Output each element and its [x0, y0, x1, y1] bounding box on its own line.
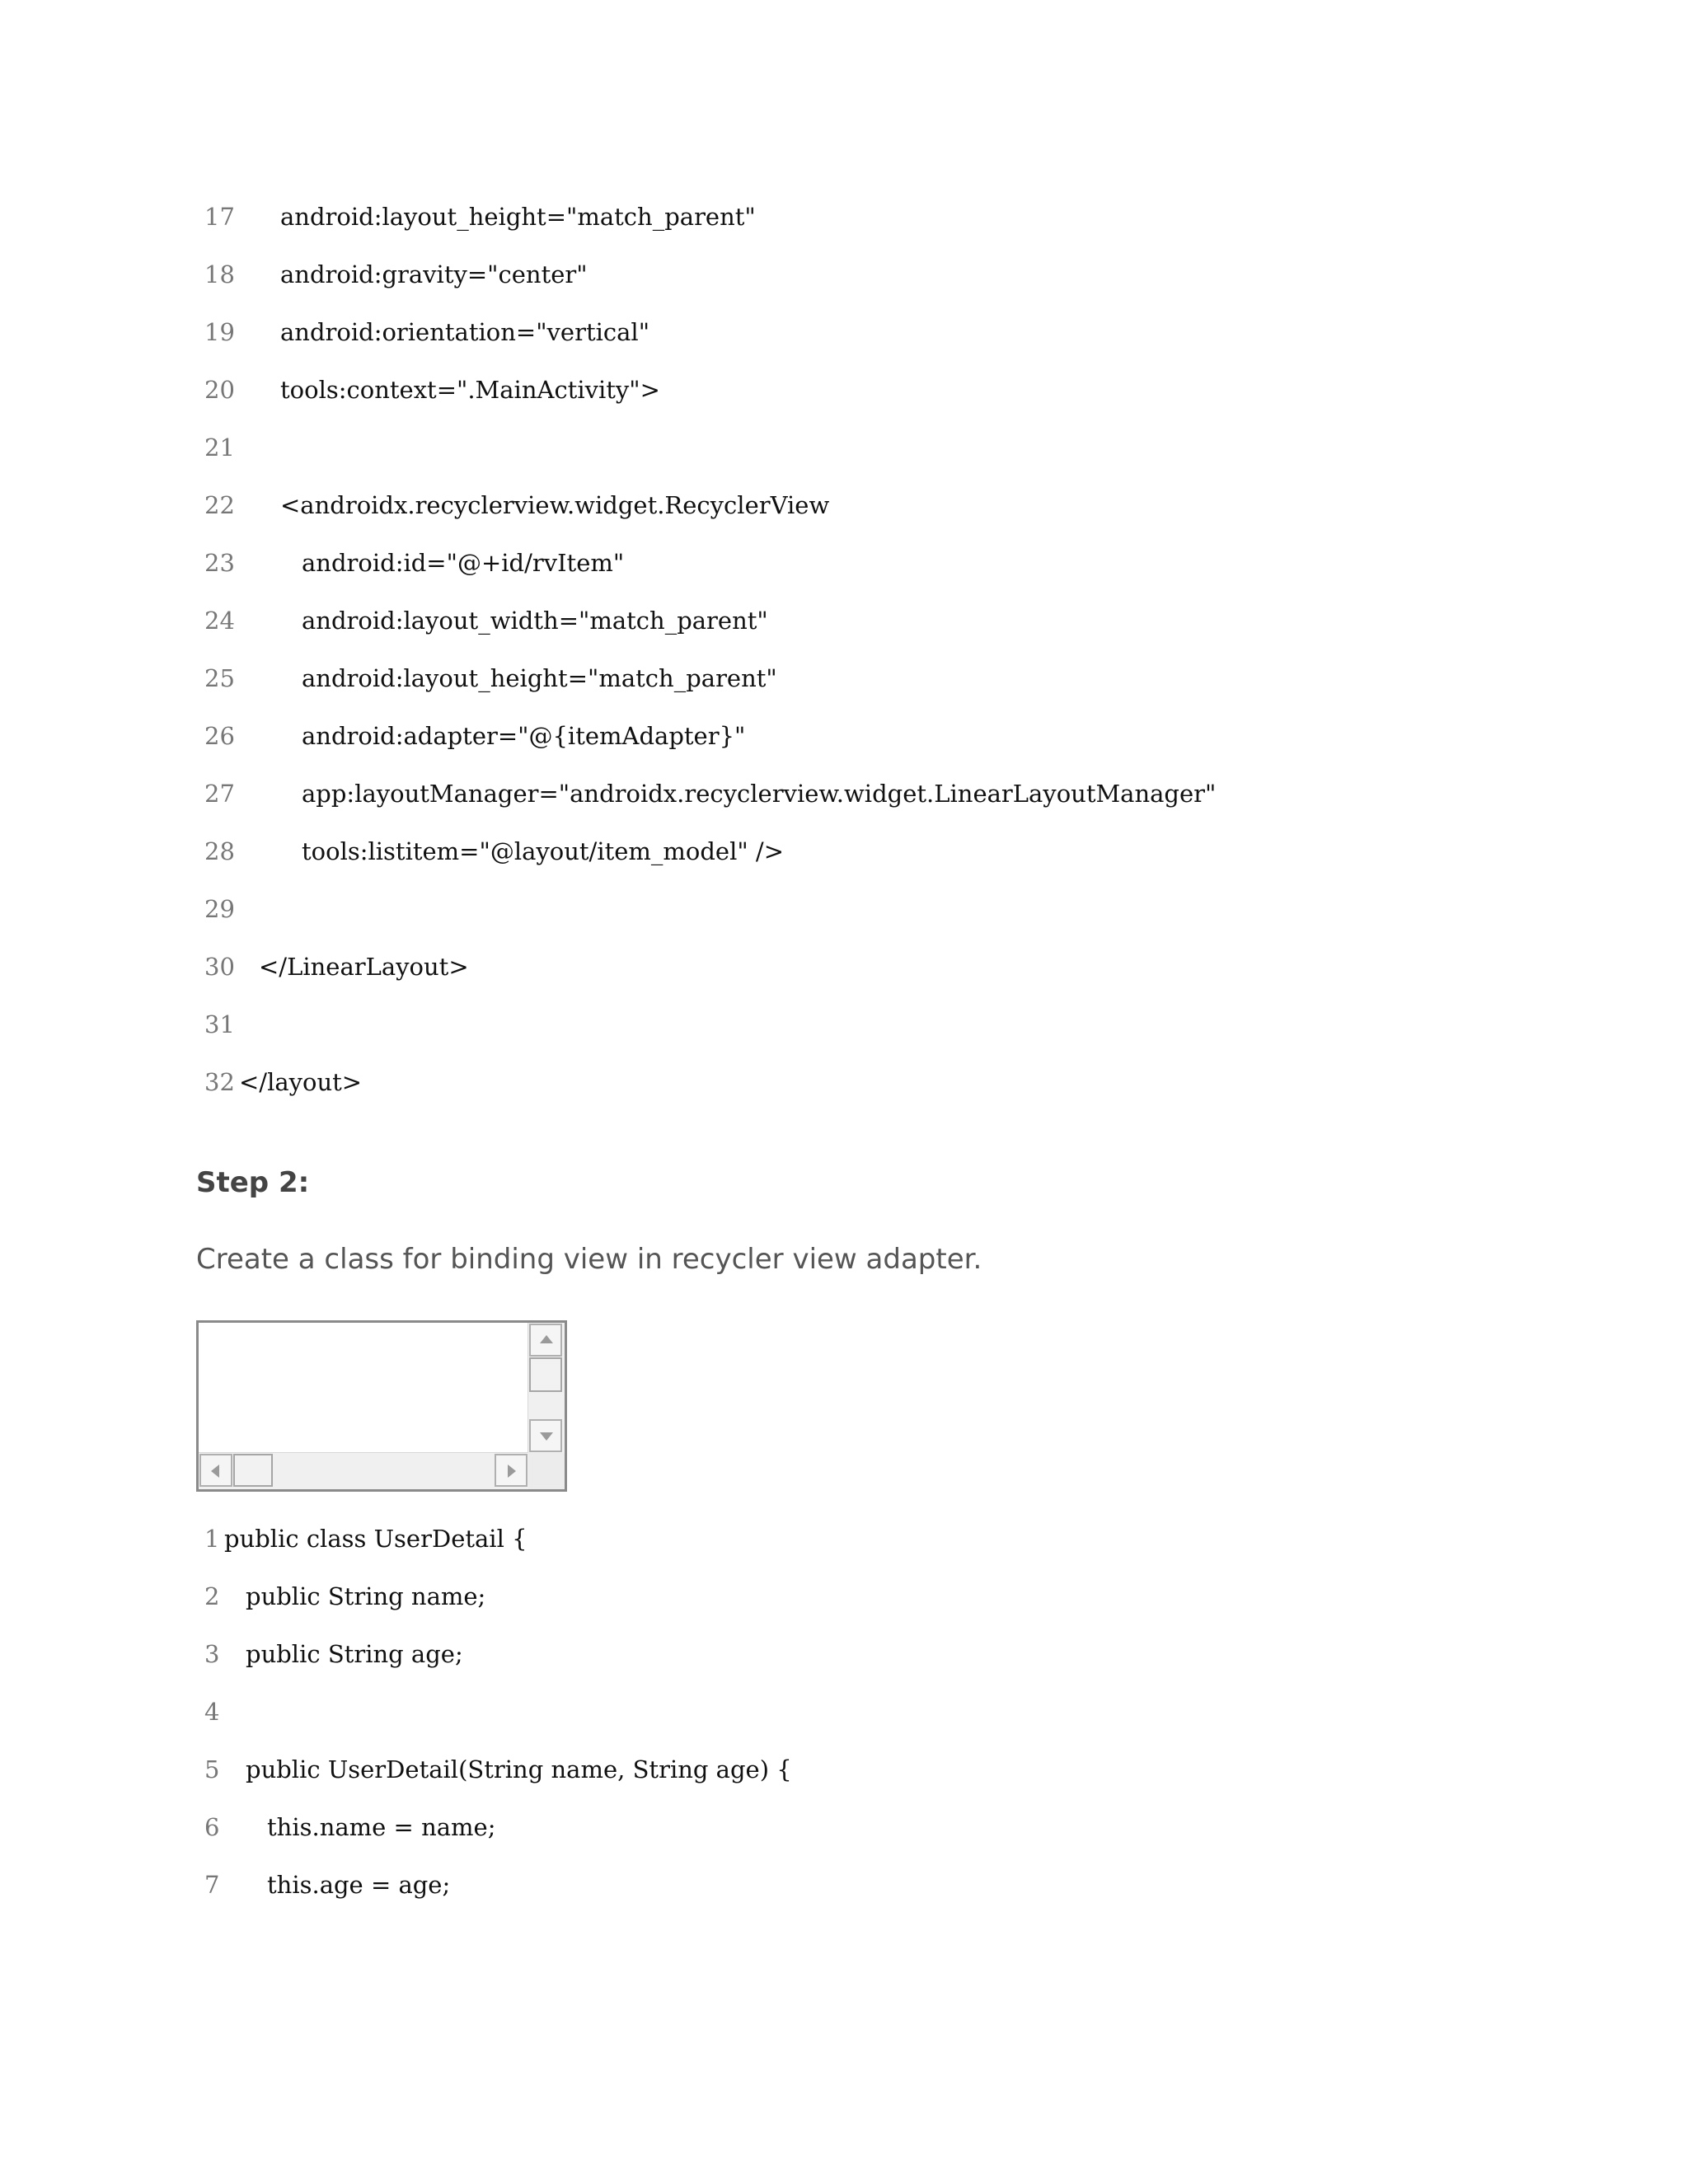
code-text: android:orientation="vertical" [280, 318, 650, 346]
code-line: 24 android:layout_width="match_parent" [196, 592, 241, 649]
code-block-java [196, 1510, 792, 1914]
code-text: android:id="@+id/rvItem" [302, 549, 625, 577]
code-text: android:gravity="center" [280, 260, 588, 288]
scroll-up-button[interactable] [529, 1324, 562, 1357]
code-text: </layout> [239, 1068, 363, 1096]
textarea-content-area[interactable] [199, 1323, 528, 1453]
code-line: 19 android:orientation="vertical" [196, 303, 241, 361]
scroll-right-button[interactable] [495, 1454, 528, 1487]
code-text: <androidx.recyclerview.widget.RecyclerView [280, 491, 830, 519]
code-text: android:adapter="@{itemAdapter}" [302, 722, 746, 750]
arrow-left-icon [211, 1465, 219, 1478]
arrow-up-icon [540, 1335, 553, 1343]
code-line: 29 [204, 895, 235, 923]
code-text: android:layout_width="match_parent" [302, 607, 768, 635]
code-line: 25 android:layout_height="match_parent" [196, 649, 241, 707]
code-line: 1 public class UserDetail { [196, 1510, 241, 1568]
code-text: tools:listitem="@layout/item_model" /> [302, 837, 784, 865]
code-text: this.age = age; [267, 1871, 451, 1899]
code-line: 26 android:adapter="@{itemAdapter}" [196, 707, 241, 765]
code-line: 31 [204, 1010, 235, 1038]
code-line: 18 android:gravity="center" [196, 246, 241, 303]
code-text: public class UserDetail { [224, 1525, 528, 1553]
code-text: app:layoutManager="androidx.recyclerview.widget.LinearLayoutManager" [302, 780, 1217, 808]
code-line: 28 tools:listitem="@layout/item_model" /> [196, 823, 241, 880]
code-line: 6 this.name = name; [196, 1798, 241, 1856]
vertical-scrollbar[interactable] [528, 1323, 565, 1453]
embedded-code-textarea[interactable] [196, 1320, 567, 1492]
code-line: 5 public UserDetail(String name, String age) { [196, 1741, 241, 1798]
code-text: </LinearLayout> [259, 953, 469, 981]
code-text: public String name; [246, 1582, 486, 1610]
code-block-xml [196, 188, 1217, 1111]
horizontal-scroll-thumb[interactable] [233, 1454, 273, 1487]
scroll-down-button[interactable] [529, 1419, 562, 1452]
code-text: android:layout_height="match_parent" [302, 664, 777, 692]
code-line: 20 tools:context=".MainActivity"> [196, 361, 241, 419]
code-text: public UserDetail(String name, String age) { [246, 1755, 792, 1783]
code-line: 32 </layout> [196, 1053, 241, 1111]
step-description: Create a class for binding view in recycler view adapter. [196, 1243, 982, 1276]
code-line: 21 [204, 434, 235, 462]
vertical-scroll-thumb[interactable] [529, 1357, 562, 1392]
code-line: 17 android:layout_height="match_parent" [196, 188, 241, 246]
scrollbar-corner [528, 1453, 565, 1489]
code-text: public String age; [246, 1640, 463, 1668]
code-line: 7 this.age = age; [196, 1856, 241, 1914]
horizontal-scrollbar[interactable] [199, 1452, 528, 1489]
code-text: tools:context=".MainActivity"> [280, 376, 660, 404]
arrow-right-icon [508, 1465, 516, 1478]
step-heading: Step 2: [196, 1166, 310, 1199]
code-line: 30 </LinearLayout> [196, 938, 241, 996]
arrow-down-icon [540, 1432, 553, 1441]
code-text: android:layout_height="match_parent" [280, 203, 756, 231]
code-line: 27 app:layoutManager="androidx.recyclerview.widget.LinearLayoutManager" [196, 765, 241, 823]
code-line: 4 [204, 1698, 220, 1726]
code-line: 22 <androidx.recyclerview.widget.RecyclerView [196, 476, 241, 534]
code-line: 3 public String age; [196, 1625, 241, 1683]
code-line: 23 android:id="@+id/rvItem" [196, 534, 241, 592]
code-text: this.name = name; [267, 1813, 496, 1841]
scroll-left-button[interactable] [199, 1454, 232, 1487]
code-line: 2 public String name; [196, 1568, 241, 1625]
